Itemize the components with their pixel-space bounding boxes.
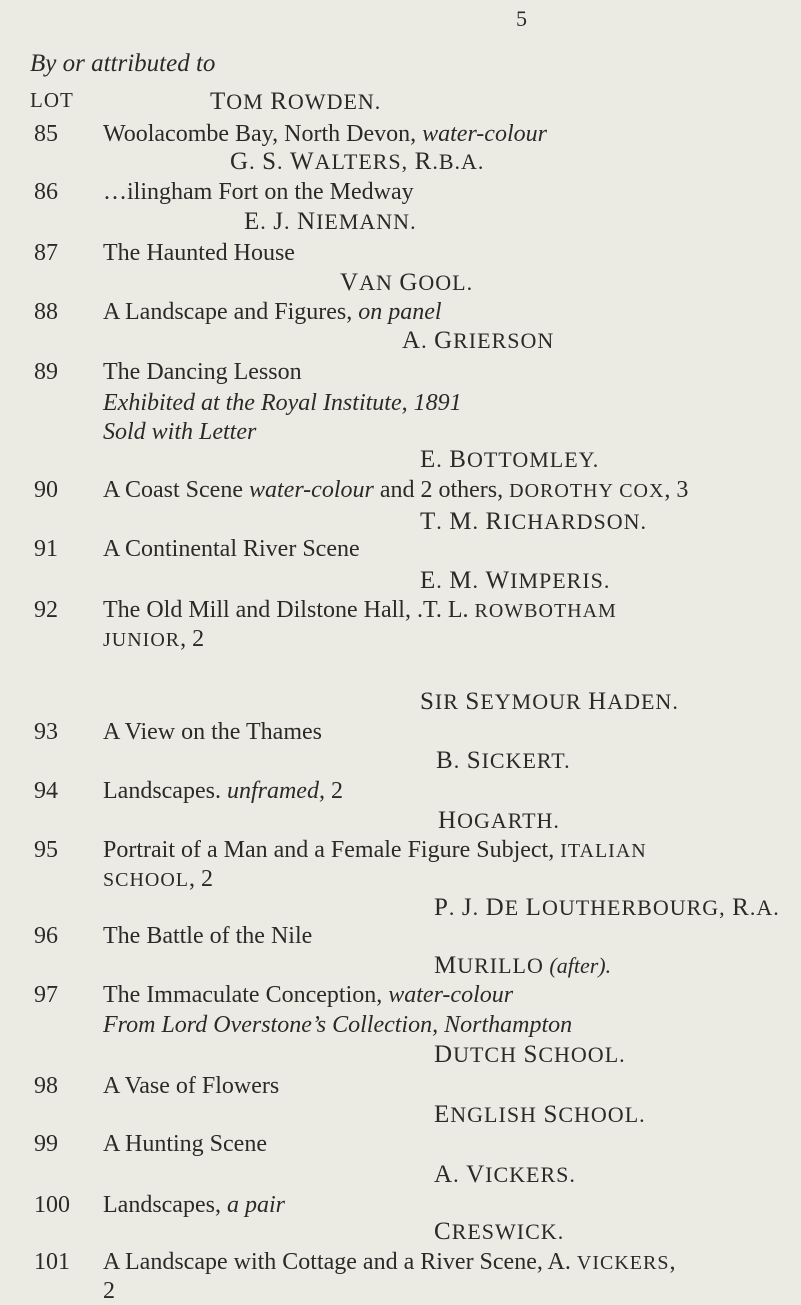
artist-name: HOGARTH. xyxy=(438,807,560,834)
lot-artist xyxy=(434,1041,626,1069)
lot-artist xyxy=(420,688,679,716)
artist-name: MURILLO xyxy=(434,952,544,979)
lot-artist xyxy=(434,1218,564,1246)
page-heading: By or attributed to xyxy=(30,50,216,77)
lot-number: 88 xyxy=(34,299,58,325)
lot-title: A Continental River Scene xyxy=(103,536,360,562)
lot-number: 99 xyxy=(34,1131,58,1157)
artist-name: T. M. RICHARDSON. xyxy=(420,508,648,535)
lot-title: …ilingham Fort on the Medway xyxy=(103,179,414,205)
lot-title: Portrait of a Man and a Female Figure Subject, ITALIAN xyxy=(103,837,647,863)
page-number: 5 xyxy=(516,6,527,31)
lot-column-label: LOT xyxy=(30,88,74,112)
lot-note: Exhibited at the Royal Institute, 1891 xyxy=(103,390,462,416)
artist-name: TOM ROWDEN. xyxy=(210,88,382,115)
lot-artist xyxy=(230,148,484,176)
lot-title-continued: 2 xyxy=(103,1278,115,1304)
lot-title: Landscapes, a pair xyxy=(103,1192,285,1218)
lot-number: 90 xyxy=(34,477,58,503)
lot-number: 94 xyxy=(34,778,58,804)
artist-name: B. SICKERT. xyxy=(436,747,571,774)
artist-name: G. S. WALTERS, R.B.A. xyxy=(230,148,485,175)
artist-name: A. GRIERSON xyxy=(402,327,555,354)
lot-artist xyxy=(210,88,381,116)
lot-title-continued: SCHOOL, 2 xyxy=(103,866,214,892)
lot-number: 87 xyxy=(34,240,58,266)
artist-qualifier: (after). xyxy=(543,953,612,978)
artist-name: CRESWICK. xyxy=(434,1218,565,1245)
lot-number: 96 xyxy=(34,923,58,949)
lot-number: 86 xyxy=(34,179,58,205)
lot-number: 85 xyxy=(34,121,58,147)
artist-name: SIR SEYMOUR HADEN. xyxy=(420,688,679,715)
artist-name: A. VICKERS. xyxy=(434,1161,576,1188)
lot-title: The Haunted House xyxy=(103,240,295,266)
lot-note: Sold with Letter xyxy=(103,419,257,445)
lot-title: The Dancing Lesson xyxy=(103,359,302,385)
lot-number: 101 xyxy=(34,1249,70,1275)
lot-artist xyxy=(420,508,647,536)
lot-artist xyxy=(434,894,780,922)
lot-title-continued: JUNIOR, 2 xyxy=(103,626,205,652)
lot-artist xyxy=(438,807,560,835)
artist-name: E. J. NIEMANN. xyxy=(244,208,417,235)
lot-title: The Immaculate Conception, water-colour xyxy=(103,982,514,1008)
lot-artist xyxy=(244,208,417,236)
artist-name: E. BOTTOMLEY. xyxy=(420,446,600,473)
lot-title: Landscapes. unframed, 2 xyxy=(103,778,343,804)
lot-title: A Landscape with Cottage and a River Scene, A. VICKERS, xyxy=(103,1249,676,1275)
lot-title: A View on the Thames xyxy=(103,719,322,745)
lot-artist xyxy=(436,747,571,775)
lot-number: 93 xyxy=(34,719,58,745)
lot-title: A Hunting Scene xyxy=(103,1131,267,1157)
artist-name: P. J. DE LOUTHERBOURG, R.A. xyxy=(434,894,780,921)
lot-number: 100 xyxy=(34,1192,70,1218)
lot-artist xyxy=(340,269,473,297)
lot-title: Woolacombe Bay, North Devon, water-colour xyxy=(103,121,547,147)
lot-artist xyxy=(434,952,611,980)
lot-artist xyxy=(420,567,610,595)
lot-artist xyxy=(420,446,599,474)
lot-artist xyxy=(434,1101,646,1129)
artist-name: DUTCH SCHOOL. xyxy=(434,1041,626,1068)
lot-artist xyxy=(434,1161,576,1189)
lot-artist xyxy=(402,327,554,355)
lot-number: 97 xyxy=(34,982,58,1008)
lot-number: 91 xyxy=(34,536,58,562)
lot-number: 89 xyxy=(34,359,58,385)
lot-title: The Battle of the Nile xyxy=(103,923,313,949)
artist-name: VAN GOOL. xyxy=(340,269,474,296)
lot-number: 98 xyxy=(34,1073,58,1099)
artist-name: ENGLISH SCHOOL. xyxy=(434,1101,646,1128)
lot-title: A Coast Scene water-colour and 2 others, DOROTHY COX, 3 xyxy=(103,477,689,503)
artist-name: E. M. WIMPERIS. xyxy=(420,567,611,594)
lot-note: From Lord Overstone’s Collection, Northampton xyxy=(103,1012,573,1038)
lot-number: 95 xyxy=(34,837,58,863)
lot-title: A Vase of Flowers xyxy=(103,1073,280,1099)
lot-title: A Landscape and Figures, on panel xyxy=(103,299,442,325)
lot-title: The Old Mill and Dilstone Hall, .T. L. ROWBOTHAM xyxy=(103,597,617,623)
lot-number: 92 xyxy=(34,597,58,623)
